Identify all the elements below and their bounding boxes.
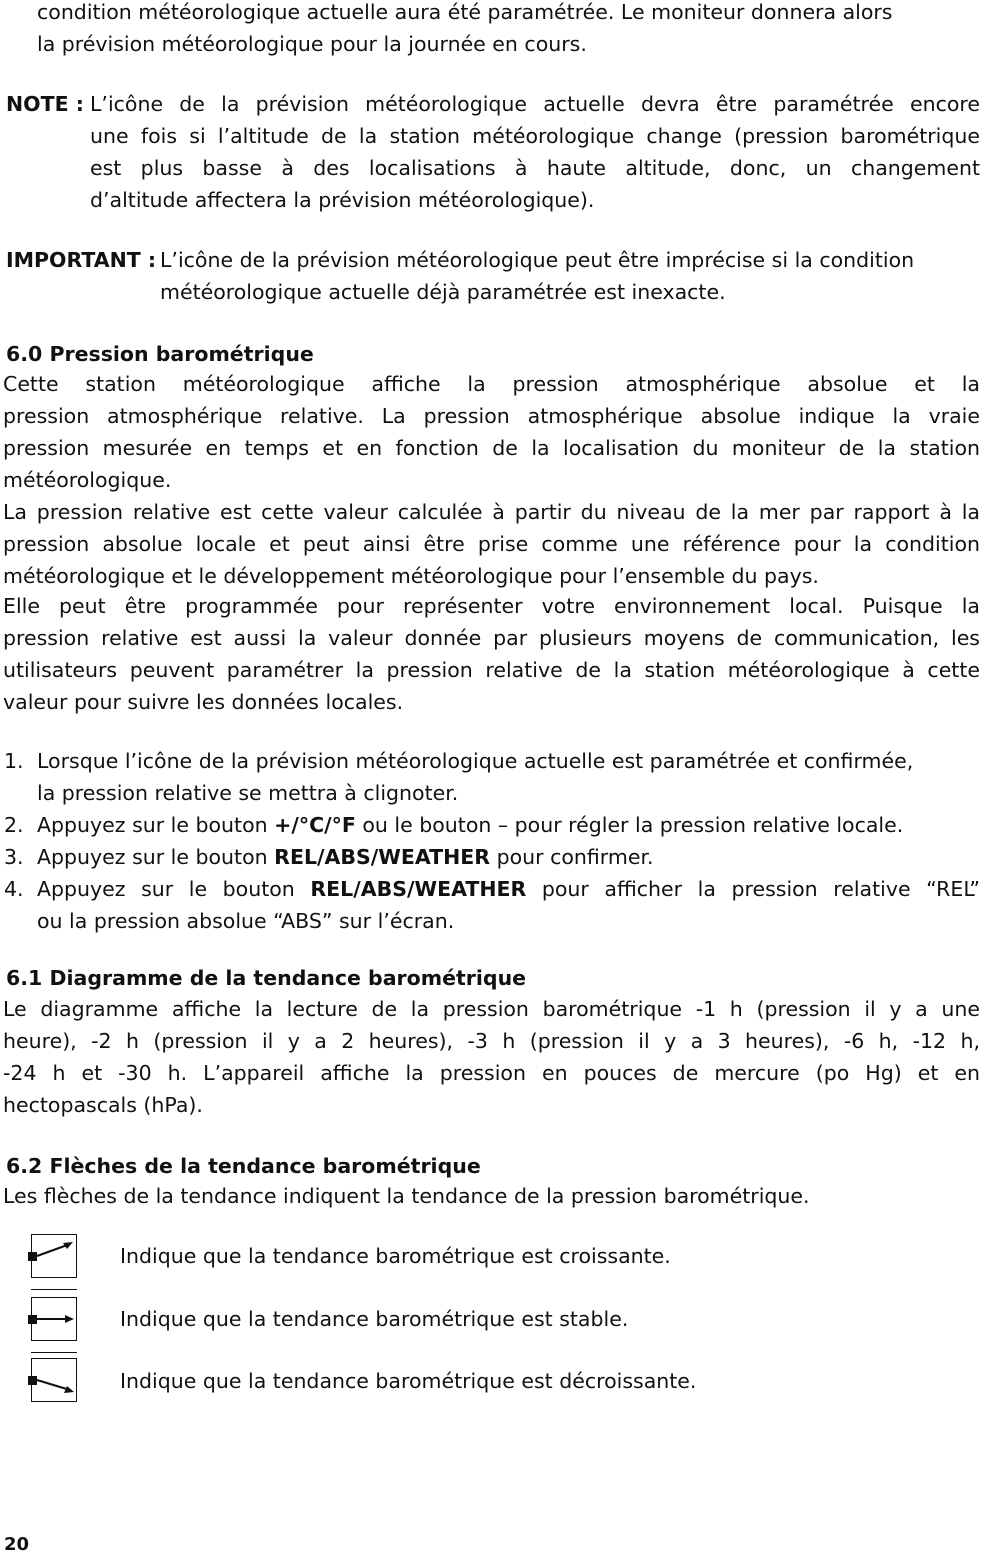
step-1-line-2: la pression relative se mettra à clignoter. — [37, 781, 459, 805]
s60-p1-line-3: pression mesurée en temps et en fonction de la localisation du moniteur de la station — [3, 436, 980, 460]
intro-line-2: la prévision météorologique pour la journée en cours. — [37, 32, 587, 56]
note-line-4: d’altitude affectera la prévision météorologique). — [90, 188, 595, 212]
rel-abs-weather-button-ref: REL/ABS/WEATHER — [274, 845, 491, 869]
step-2-number: 2. — [4, 813, 24, 837]
s61-line-1: Le diagramme affiche la lecture de la pression barométrique -1 h (pression il y a une — [3, 997, 980, 1021]
s60-p1-line-1: Cette station météorologique affiche la pression atmosphérique absolue et la — [3, 372, 980, 396]
s60-p2-line-2: pression absolue locale et peut ainsi être prise comme une référence pour la condition — [3, 532, 980, 556]
s60-p3-line-2: pression relative est aussi la valeur donnée par plusieurs moyens de communication, les — [3, 626, 980, 650]
trend-falling-text: Indique que la tendance barométrique est décroissante. — [120, 1369, 697, 1393]
step-3-pre: Appuyez sur le bouton — [37, 845, 275, 869]
trend-rising-text: Indique que la tendance barométrique est croissante. — [120, 1244, 671, 1268]
step-4-line-1 — [37, 873, 980, 905]
note-label: NOTE : — [6, 92, 84, 116]
step-2-pre: Appuyez sur le bouton — [37, 813, 275, 837]
note-line-1: L’icône de la prévision météorologique actuelle devra être paramétrée encore — [90, 92, 980, 116]
s61-line-2: heure), -2 h (pression il y a 2 heures), -3 h (pression il y a 3 heures), -6 h, -12 h, — [3, 1029, 980, 1053]
s60-p1-line-2: pression atmosphérique relative. La pression atmosphérique absolue indique la vraie — [3, 404, 980, 428]
important-label: IMPORTANT : — [6, 248, 157, 272]
divider — [31, 1289, 77, 1290]
s61-line-4: hectopascals (hPa). — [3, 1093, 203, 1117]
rel-abs-weather-button-ref-2: REL/ABS/WEATHER — [310, 877, 527, 901]
temp-button-ref: +/°C/°F — [274, 813, 356, 837]
intro-line-1: condition météorologique actuelle aura été paramétrée. Le moniteur donnera alors — [37, 0, 893, 24]
step-4-pre: Appuyez sur le bouton — [37, 877, 311, 901]
important-line-2: météorologique actuelle déjà paramétrée est inexacte. — [160, 280, 726, 304]
arrow-down-right-icon — [31, 1358, 77, 1402]
section-6-2-title: 6.2 Flèches de la tendance barométrique — [6, 1154, 481, 1178]
s60-p2-line-3: météorologique et le développement météorologique pour l’ensemble du pays. — [3, 564, 819, 588]
step-3-post: pour confirmer. — [490, 845, 654, 869]
divider — [31, 1352, 77, 1353]
page-number: 20 — [4, 1534, 30, 1555]
s60-p2-line-1: La pression relative est cette valeur calculée à partir du niveau de la mer par rapport à la — [3, 500, 980, 524]
s61-line-3: -24 h et -30 h. L’appareil affiche la pression en pouces de mercure (po Hg) et en — [3, 1061, 980, 1085]
step-4-line-2: ou la pression absolue “ABS” sur l’écran. — [37, 909, 455, 933]
step-1-number: 1. — [4, 749, 24, 773]
section-6-1-title: 6.1 Diagramme de la tendance barométrique — [6, 966, 527, 990]
arrow-up-right-icon — [31, 1234, 77, 1278]
s60-p1-line-4: météorologique. — [3, 468, 172, 492]
important-line-1: L’icône de la prévision météorologique peut être imprécise si la condition — [160, 248, 915, 272]
step-4-number: 4. — [4, 877, 24, 901]
arrow-right-icon — [31, 1297, 77, 1341]
section-6-0-title: 6.0 Pression barométrique — [6, 342, 314, 366]
s60-p3-line-1: Elle peut être programmée pour représenter votre environnement local. Puisque la — [3, 594, 980, 618]
step-2-post: ou le bouton – pour régler la pression relative locale. — [355, 813, 904, 837]
step-4-post: pour afficher la pression relative “REL” — [526, 877, 980, 901]
s60-p3-line-4: valeur pour suivre les données locales. — [3, 690, 404, 714]
step-3-text — [37, 841, 654, 873]
trend-steady-text: Indique que la tendance barométrique est stable. — [120, 1307, 629, 1331]
step-2-text — [37, 809, 903, 841]
s60-p3-line-3: utilisateurs peuvent paramétrer la pression relative de la station météorologique à cette — [3, 658, 980, 682]
step-3-number: 3. — [4, 845, 24, 869]
step-1-line-1: Lorsque l’icône de la prévision météorologique actuelle est paramétrée et confirmée, — [37, 749, 914, 773]
note-line-2: une fois si l’altitude de la station météorologique change (pression barométrique — [90, 124, 980, 148]
note-line-3: est plus basse à des localisations à haute altitude, donc, un changement — [90, 156, 980, 180]
s62-intro: Les flèches de la tendance indiquent la tendance de la pression barométrique. — [3, 1184, 810, 1208]
